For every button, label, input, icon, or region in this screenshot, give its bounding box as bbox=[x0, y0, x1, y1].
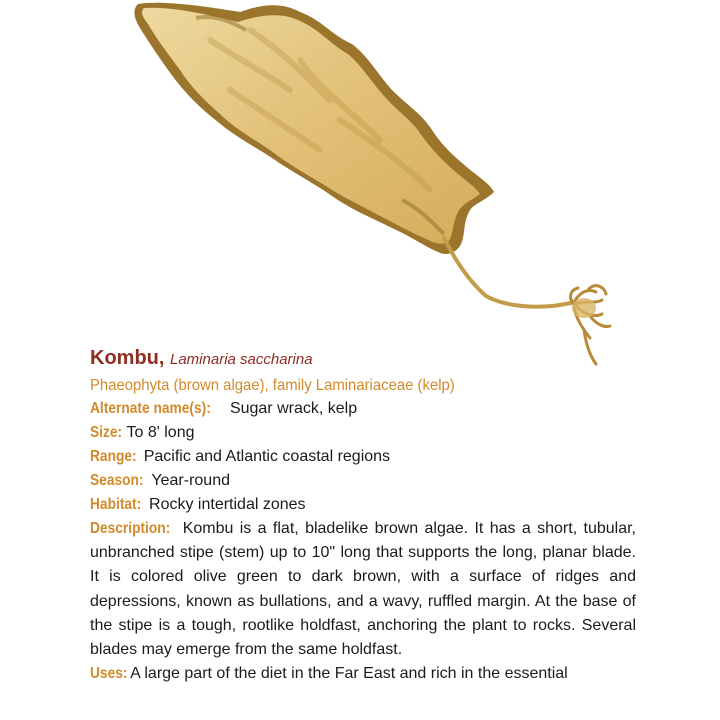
classification: Phaeophyta (brown algae), family Laminariaceae (kelp) bbox=[90, 377, 455, 394]
species-entry bbox=[90, 344, 636, 686]
common-name: Kombu, bbox=[90, 347, 165, 369]
field-label: Size: bbox=[90, 424, 123, 441]
description-paragraph bbox=[90, 517, 636, 662]
field-alternate-names bbox=[90, 397, 636, 421]
uses-paragraph bbox=[90, 662, 636, 686]
field-habitat bbox=[90, 493, 636, 517]
field-season bbox=[90, 469, 636, 493]
uses-label: Uses: bbox=[90, 665, 128, 683]
uses-text: A large part of the diet in the Far East and rich in the essential bbox=[130, 665, 568, 683]
field-size bbox=[90, 421, 636, 445]
field-range bbox=[90, 445, 636, 469]
field-label: Alternate name(s): bbox=[90, 400, 211, 417]
kelp-blade bbox=[142, 8, 480, 244]
field-value: Sugar wrack, kelp bbox=[229, 400, 358, 417]
field-value: Year-round bbox=[151, 472, 230, 489]
species-heading bbox=[90, 344, 636, 374]
kelp-stipe bbox=[444, 238, 576, 307]
field-value: Rocky intertidal zones bbox=[149, 496, 306, 513]
description-label: Description: bbox=[90, 520, 171, 537]
field-value: To 8' long bbox=[126, 424, 195, 441]
field-label: Habitat: bbox=[90, 496, 142, 513]
field-value: Pacific and Atlantic coastal regions bbox=[143, 448, 391, 465]
field-label: Season: bbox=[90, 472, 144, 489]
scientific-name: Laminaria saccharina bbox=[170, 351, 313, 368]
description-text: Kombu is a flat, bladelike brown algae. It has a short, tubular, unbranched stipe (stem) up to 10" long that supports the long, planar blade. It is colored olive green to dark brown, with a surface of ridges and depressions, known as bullations, and a wavy, ruffled margin. At the base of the stipe is a tough, rootlike holdfast, anchoring the plant to rocks. Several blades may emerge from the same holdfast. bbox=[90, 520, 636, 659]
field-label: Range: bbox=[90, 448, 137, 465]
